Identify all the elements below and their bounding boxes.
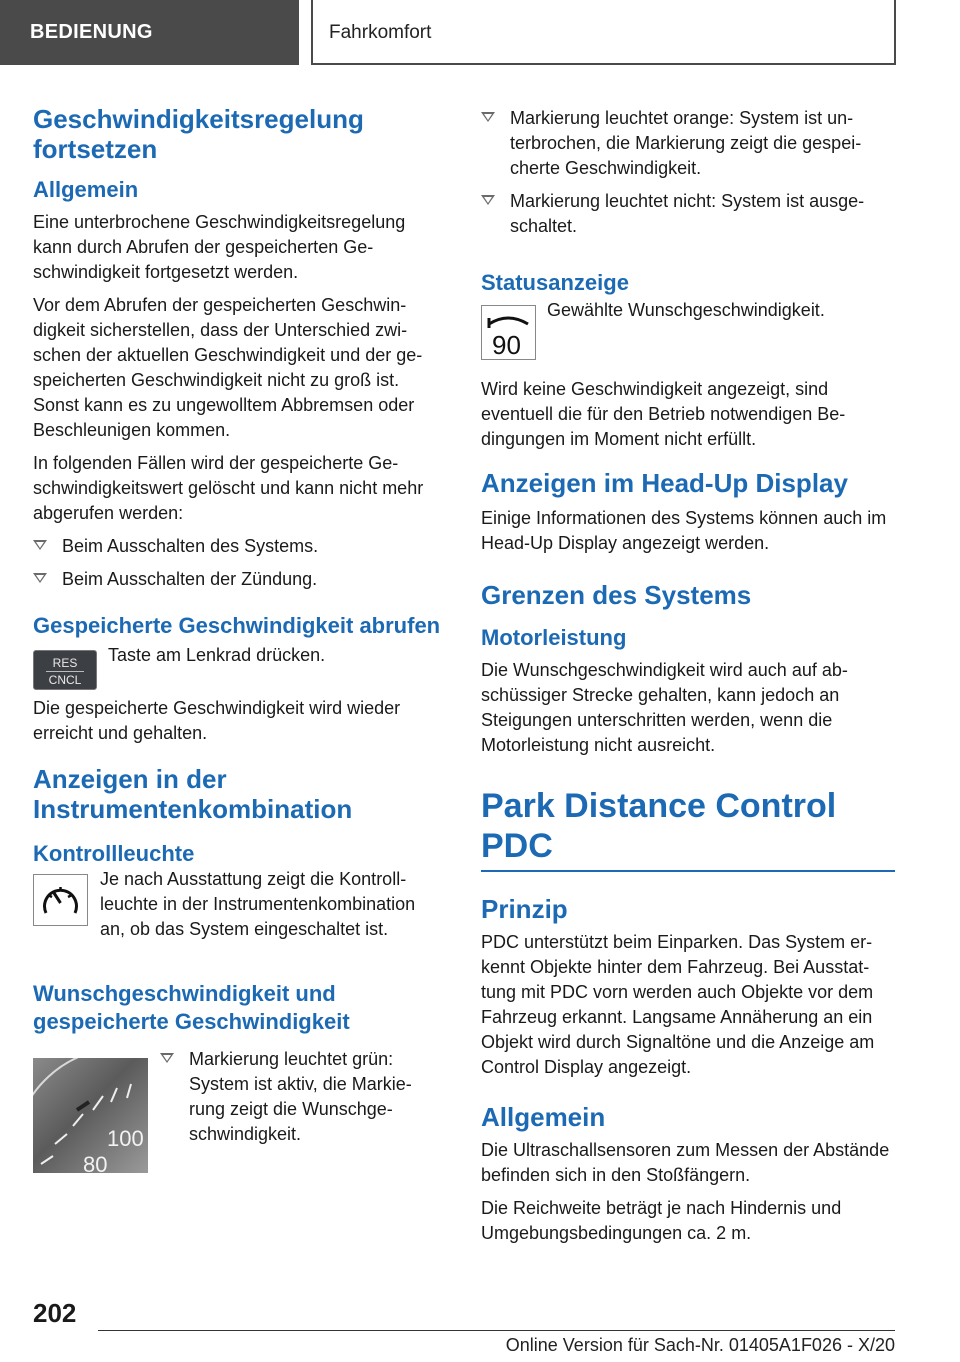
paragraph-status: Wird keine Geschwindigkeit angezeigt, sind eventuell die für den Betrieb notwendigen Bedingungen im Moment nicht erfüllt. <box>481 379 846 449</box>
cncl-label: CNCL <box>48 673 82 687</box>
res-label: RES <box>52 656 78 670</box>
taste-text: Taste am Lenkrad drücken. <box>108 645 326 665</box>
pdc-rule <box>481 870 895 872</box>
bullet-triangle-icon <box>481 112 495 122</box>
status-row <box>481 301 895 367</box>
list-item <box>481 106 895 181</box>
paragraph-intro: Eine unterbrochene Geschwindigkeitsregelung kann durch Abrufen der gespeicherten Geschwindigkeit fortgesetzt werden. <box>33 212 406 282</box>
res-divider <box>46 671 84 672</box>
paragraph-allgemein-1: Die Ultraschallsensoren zum Messen der Abstände befinden sich in den Stoßfängern. <box>481 1140 890 1185</box>
left-column <box>33 100 443 1173</box>
footer-online-version: Online Version für Sach-Nr. 01405A1F026 - X/20 <box>505 1335 895 1355</box>
heading-allgemein-pdc: Allgemein <box>481 1102 606 1132</box>
list-item-text: Beim Ausschalten der Zündung. <box>62 569 318 589</box>
heading-pdc: Park Distance Control PDC <box>481 787 837 865</box>
gauge-row <box>33 1049 443 1173</box>
set-speed-value: 90 <box>492 330 521 359</box>
bullet-triangle-icon <box>481 195 495 205</box>
header-section-tab <box>0 0 299 65</box>
list-item <box>481 189 895 239</box>
res-cncl-button-icon <box>33 650 97 690</box>
bullet-triangle-icon <box>160 1053 174 1063</box>
paragraph-hud: Einige Informationen des Systems können auch im Head-Up Display angezeigt werden. <box>481 508 887 553</box>
kontroll-text: Je nach Ausstattung zeigt die Kontrollleuchte in der Instrumentenkombination an, ob das System eingeschaltet ist. <box>100 869 416 939</box>
gauge-80-label: 80 <box>83 1152 108 1173</box>
speedometer-icon <box>33 874 88 926</box>
heading-motorleistung: Motorleistung <box>481 625 627 650</box>
heading-anzeigen-ik: Anzeigen in der Instrumentenkombination <box>33 764 353 824</box>
set-speed-icon <box>481 305 536 360</box>
bullet-triangle-icon <box>33 540 47 550</box>
paragraph-resume-result: Die gespeicherte Geschwindigkeit wird wieder erreicht und gehalten. <box>33 698 401 743</box>
list-item-text: Markierung leuchtet nicht: System ist ausgeschaltet. <box>510 191 865 236</box>
header-chapter-label: Fahrkomfort <box>329 22 432 43</box>
heading-allgemein: Allgemein <box>33 177 139 202</box>
list-item <box>33 534 443 559</box>
list-item <box>33 567 443 592</box>
speedometer-gauge-image <box>33 1058 148 1173</box>
page-number: 202 <box>33 1298 77 1328</box>
heading-grenzen: Grenzen des Systems <box>481 580 752 610</box>
heading-kontrollleuchte: Kontrollleuchte <box>33 841 195 866</box>
heading-hud: Anzeigen im Head-Up Display <box>481 468 848 498</box>
list-item-text: Markierung leuchtet grün: System ist aktiv, die Markierung zeigt die Wunschgeschwindigkeit. <box>189 1049 412 1144</box>
header-section-label: BEDIENUNG <box>30 21 153 43</box>
heading-prinzip: Prinzip <box>481 894 568 924</box>
heading-resume: Geschwindigkeitsregelung fortsetzen <box>33 104 364 164</box>
heading-wunsch: Wunschgeschwindigkeit und gespeicherte Geschwindigkeit <box>33 981 350 1034</box>
bullet-triangle-icon <box>33 573 47 583</box>
heading-abrufen: Gespeicherte Geschwindigkeit abrufen <box>33 613 441 638</box>
paragraph-allgemein-2: Die Reichweite beträgt je nach Hindernis und Umgebungsbedingungen ca. 2 m. <box>481 1198 842 1243</box>
gauge-100-label: 100 <box>107 1126 144 1151</box>
paragraph-warning: Vor dem Abrufen der gespeicherten Geschwindigkeit sicherstellen, dass der Unterschied zwischen der aktuellen Geschwindigkeit und der gespeicherten Geschwindigkeit nicht zu groß ist. Sonst kann es zu ungewolltem Abbremsen oder Beschleunigen kommen. <box>33 295 423 440</box>
paragraph-motor: Die Wunschgeschwindigkeit wird auch auf abschüssiger Strecke gehalten, kann jedoch an Steigungen unterschritten werden, wenn die Motorleistung nicht ausreicht. <box>481 660 848 755</box>
paragraph-prinzip: PDC unterstützt beim Einparken. Das System erkennt Objekte hinter dem Fahrzeug. Bei Ausstattung mit PDC vorn werden auch Objekte vor dem Fahrzeug erkannt. Langsame Annäherung an ein Objekt wird durch Signaltöne und die Anzeige am Control Display angezeigt. <box>481 932 875 1077</box>
heading-statusanzeige: Statusanzeige <box>481 270 629 295</box>
kontroll-row <box>33 870 443 970</box>
list-item-text: Markierung leuchtet orange: System ist unterbrochen, die Markierung zeigt die gespeicherte Geschwindigkeit. <box>510 108 862 178</box>
res-button-row <box>33 646 443 696</box>
status-text: Gewählte Wunschgeschwindigkeit. <box>547 300 825 320</box>
paragraph-cases: In folgenden Fällen wird der gespeicherte Geschwindigkeitswert gelöscht und kann nicht mehr abgerufen werden: <box>33 453 424 523</box>
list-item-text: Beim Ausschalten des Systems. <box>62 536 319 556</box>
header-chapter-box <box>311 0 896 65</box>
footer-rule <box>98 1330 895 1331</box>
right-column <box>481 106 895 1246</box>
list-item <box>160 1047 439 1147</box>
